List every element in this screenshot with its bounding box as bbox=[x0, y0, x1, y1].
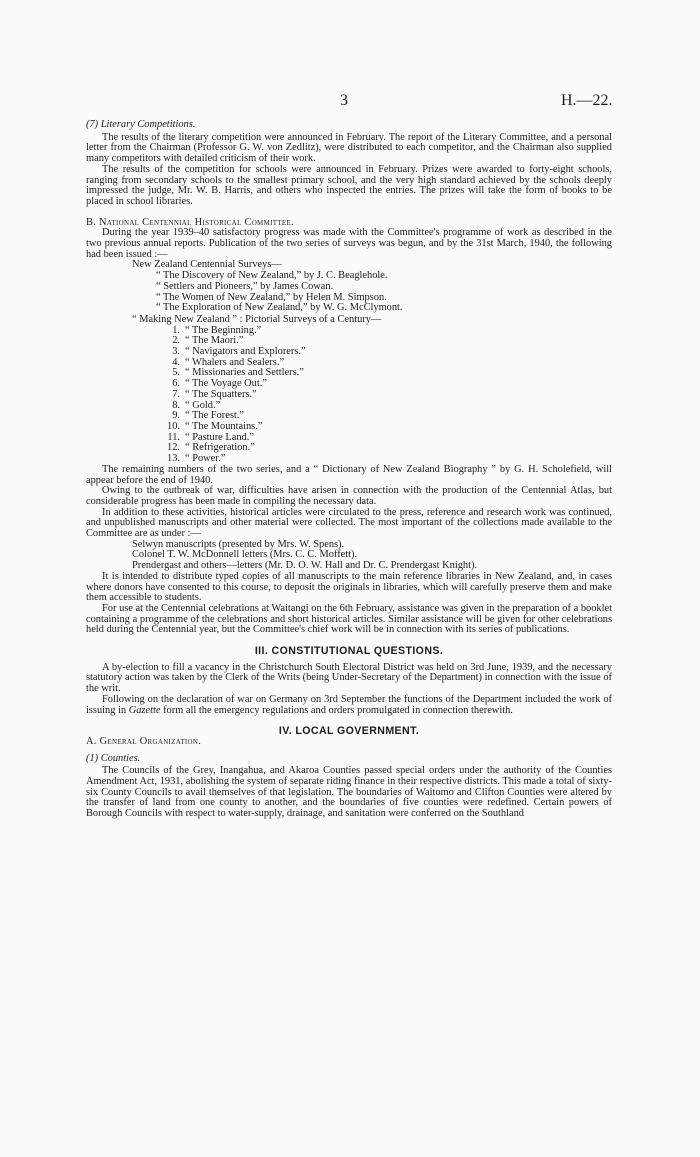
surveys-title: New Zealand Centennial Surveys— bbox=[132, 259, 282, 271]
list-item: 8. “ Gold.” bbox=[172, 399, 221, 411]
list-item: 10. “ The Mountains.” bbox=[167, 420, 263, 432]
list-item: Prendergast and others—letters (Mr. D. O. W. Hall and Dr. C. Prendergast Knight). bbox=[132, 560, 478, 572]
list-item: “ The Discovery of New Zealand,” by J. C. Beaglehole. bbox=[156, 270, 388, 282]
page-body bbox=[86, 120, 612, 820]
list-item: 12. “ Refrigeration.” bbox=[167, 442, 255, 454]
page-header bbox=[0, 92, 700, 112]
list-item: 3. “ Navigators and Explorers.” bbox=[172, 346, 306, 358]
list-item: “ Settlers and Pioneers,” by James Cowan. bbox=[156, 280, 334, 292]
page-number: 3 bbox=[340, 92, 348, 109]
general-organization-heading: A. General Organization. bbox=[86, 735, 202, 747]
list-item: 11. “ Pasture Land.” bbox=[167, 431, 254, 443]
list-item: “ The Women of New Zealand,” by Helen M. Simpson. bbox=[156, 291, 387, 303]
constitutional-paragraph-1: A by-election to fill a vacancy in the Christchurch South Electoral District was held on 3rd June, 1939, and the necessary statutory action was taken by the Clerk of the Writs (being Under-Secretary of the Department) in connection with the issue of the writ. bbox=[86, 661, 612, 695]
collections-list bbox=[86, 540, 612, 572]
list-item: 7. “ The Squatters.” bbox=[172, 388, 257, 400]
historical-paragraph-1: During the year 1939–40 satisfactory progress was made with the Committee's programme of work as described in the two previous annual reports. Publication of the two series of surveys was begun, and by the 31st March, 1940, the following had been issued :— bbox=[86, 227, 612, 260]
list-item: 4. “ Whalers and Sealers.” bbox=[172, 356, 285, 368]
historical-paragraph-3: Owing to the outbreak of war, difficulties have arisen in connection with the production of the Centennial Atlas, but considerable progress has been made in compiling the necessary data. bbox=[86, 485, 612, 507]
literary-competitions-heading: (7) Literary Competitions. bbox=[86, 119, 196, 130]
constitutional-questions-heading: III. CONSTITUTIONAL QUESTIONS. bbox=[254, 645, 444, 658]
local-government-heading: IV. LOCAL GOVERNMENT. bbox=[278, 725, 420, 738]
literary-paragraph-1: The results of the literary competition were announced in February. The report of the Literary Committee, and a personal letter from the Chairman (Professor G. W. von Zedlitz), were distributed to each competitor, and the Chairman also supplied many competitors with detailed criticism of their work. bbox=[86, 131, 612, 165]
list-item: 13. “ Power.” bbox=[167, 453, 226, 465]
list-item: “ The Exploration of New Zealand,” by W. G. McClymont. bbox=[156, 302, 403, 314]
list-item: 1. “ The Beginning.” bbox=[172, 324, 262, 336]
constitutional-paragraph-2: Following on the declaration of war on Germany on 3rd September the functions of the Department included the work of issuing in Gazette form all the emergency regulations and orders promulgated in connection therewith. bbox=[86, 693, 612, 716]
counties-paragraph-1: The Councils of the Grey, Inangahua, and Akaroa Counties passed special orders under the authority of the Counties Amendment Act, 1931, abolishing the system of separate riding finance in their respective districts. This made a total of sixty-six County Councils to avail themselves of that legislation. The boundaries of Waitomo and Clifton Counties were altered by the transfer of land from one county to another, and the boundaries of five counties were redefined. Certain powers of Borough Councils with respect to water-supply, drainage, and sanitation were conferred on the Southland bbox=[86, 765, 612, 820]
pictorial-surveys-title: “ Making New Zealand ” : Pictorial Surveys of a Century— bbox=[132, 313, 382, 325]
list-item: Colonel T. W. McDonnell letters (Mrs. C. C. Moffett). bbox=[132, 549, 358, 561]
list-item: 2. “ The Maori.” bbox=[172, 335, 244, 347]
list-item: 9. “ The Forest.” bbox=[172, 410, 244, 422]
historical-paragraph-6: For use at the Centennial celebrations at Waitangi on the 6th February, assistance was given in the preparation of a booklet containing a programme of the celebrations and short historical articles. Similar assistance will be given for other celebrations held during the Centennial year, but the Committee's chief work will be in connection with its series of publications. bbox=[86, 602, 612, 636]
list-item: 6. “ The Voyage Out.” bbox=[172, 378, 267, 390]
list-item: Selwyn manuscripts (presented by Mrs. W. Spens). bbox=[132, 538, 345, 550]
counties-heading: (1) Counties. bbox=[86, 752, 141, 764]
historical-committee-heading: B. National Centennial Historical Committee. bbox=[86, 216, 294, 228]
centennial-surveys-list bbox=[86, 260, 612, 325]
historical-paragraph-2: The remaining numbers of the two series, and a “ Dictionary of New Zealand Biography ” by G. H. Scholefield, will appear before the end of 1940. bbox=[86, 463, 612, 486]
list-item: 5. “ Missionaries and Settlers.” bbox=[172, 367, 304, 379]
document-reference: H.—22. bbox=[561, 92, 613, 109]
historical-paragraph-4: In addition to these activities, historical articles were circulated to the press, reference and research work was continued, and unpublished manuscripts and other material were collected. The most important of the collections made available to the Committee are as under :— bbox=[86, 506, 612, 540]
pictorial-surveys-list bbox=[86, 326, 612, 465]
historical-paragraph-5: It is intended to distribute typed copies of all manuscripts to the main reference libraries in New Zealand, and, in cases where donors have consented to this course, to deposit the originals in libraries, which will carefully preserve them and make them accessible to students. bbox=[86, 570, 612, 604]
literary-paragraph-2: The results of the competition for schools were announced in February. Prizes were awarded to forty-eight schools, ranging from secondary schools to the smallest primary school, and the very high standard achieved by the schools deeply impressed the judge, Mr. W. B. Harris, and others who inspected the entries. The prizes will take the form of books to be placed in school libraries. bbox=[86, 163, 612, 207]
